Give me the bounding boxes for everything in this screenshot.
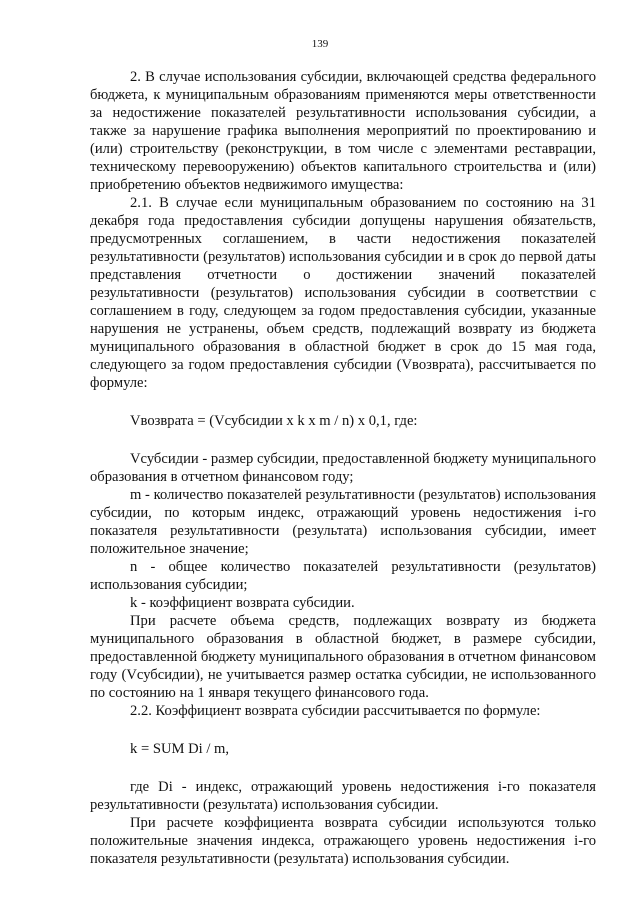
definition-m: m - количество показателей результативности (результатов) использования субсидии, по которым индекс, отражающий уровень недостижения i-го показателя результативности (результата) использования субсидии, имеет положительное значение;	[90, 487, 596, 557]
formula-refund-volume: Vвозврата = (Vсубсидии x k x m / n) x 0,1, где:	[130, 413, 418, 429]
formula-refund-coefficient: k = SUM Di / m,	[130, 741, 230, 757]
definition-n: n - общее количество показателей результативности (результатов) использования субсидии;	[90, 559, 596, 593]
paragraph-positive-values: При расчете коэффициента возврата субсидии используются только положительные значения индекса, отражающего уровень недостижения i-го показателя результативности (результата) использования субсидии.	[90, 815, 596, 867]
page-number: 139	[311, 38, 329, 50]
document-body	[90, 68, 596, 868]
definition-v-subsidy: Vсубсидии - размер субсидии, предоставленной бюджету муниципального образования в отчетном финансовом году;	[90, 451, 596, 485]
paragraph-2: 2. В случае использования субсидии, включающей средства федерального бюджета, к муниципальным образованиям применяются меры ответственности за недостижение показателей результативности использования субсидии, а также за нарушение графика выполнения мероприятий по проектированию и (или) строительству (реконструкции, в том числе с элементами реставрации, техническому перевооружению) объектов капитального строительства и (или) приобретению объектов недвижимого имущества:	[90, 69, 596, 193]
paragraph-2-1: 2.1. В случае если муниципальным образованием по состоянию на 31 декабря года предоставления субсидии допущены нарушения обязательств, предусмотренных соглашением, в части недостижения показателей результативности (результатов) использования субсидии и в срок до первой даты представления отчетности о достижении значений показателей результативности (результатов) использования субсидии в соответствии с соглашением в году, следующем за годом предоставления субсидии, указанные нарушения не устранены, объем средств, подлежащий возврату из бюджета муниципального образования в областной бюджет в срок до 15 мая года, следующего за годом предоставления субсидии (Vвозврата), рассчитывается по формуле:	[90, 195, 596, 391]
definition-k: k - коэффициент возврата субсидии.	[130, 595, 355, 611]
paragraph-calculation-note: При расчете объема средств, подлежащих возврату из бюджета муниципального образования в областной бюджет, в размере субсидии, предоставленной бюджету муниципального образования в отчетном финансовом году (Vсубсидии), не учитывается размер остатка субсидии, не использованного по состоянию на 1 января текущего финансового года.	[90, 613, 596, 701]
definition-di: где Di - индекс, отражающий уровень недостижения i-го показателя результативности (результата) использования субсидии.	[90, 779, 596, 813]
paragraph-2-2: 2.2. Коэффициент возврата субсидии рассчитывается по формуле:	[130, 703, 541, 719]
